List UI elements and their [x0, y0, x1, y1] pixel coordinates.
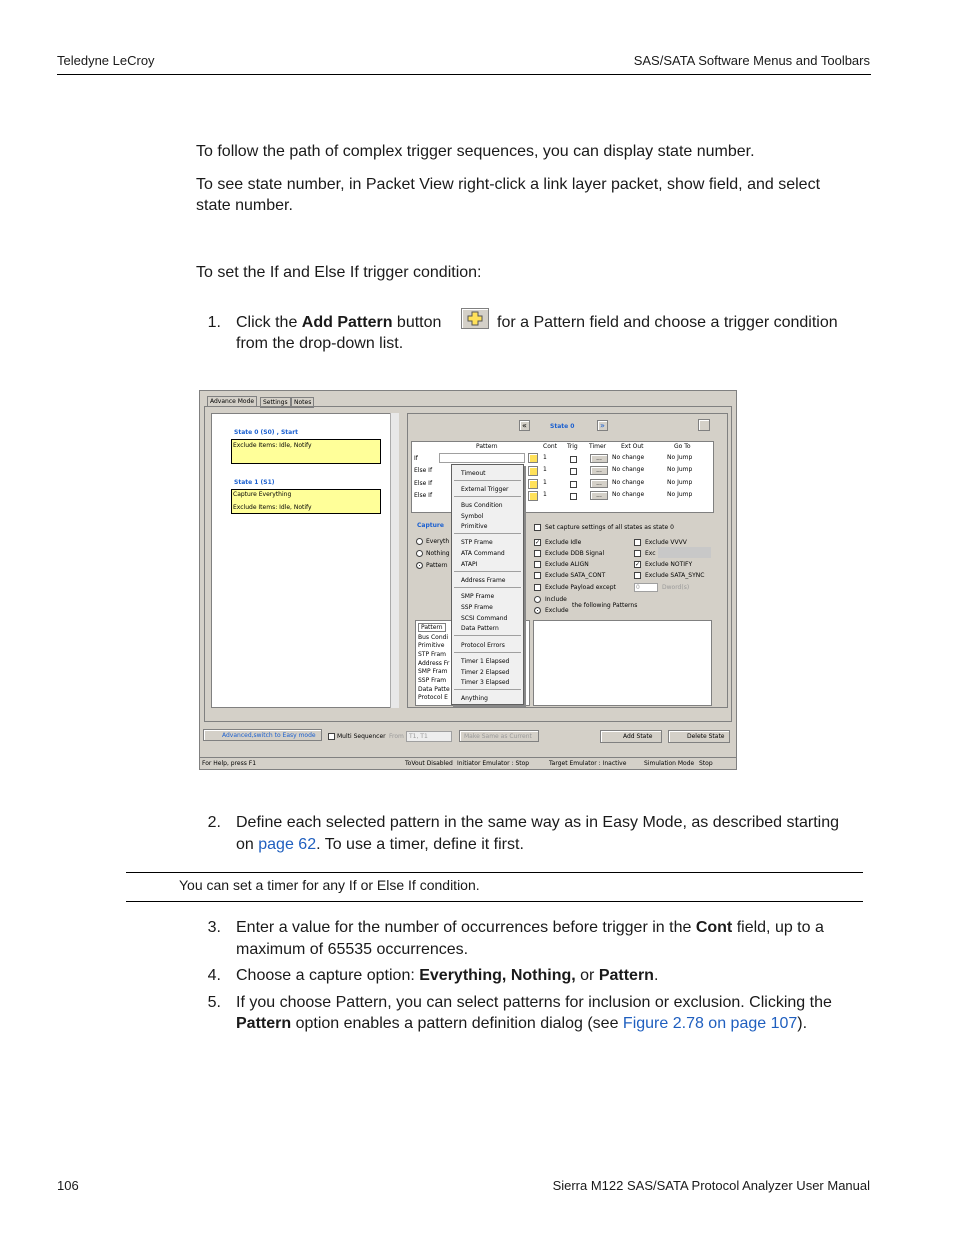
add-pattern-icon[interactable]	[528, 453, 538, 463]
menu-shadow	[658, 547, 711, 558]
menu-item-atapi[interactable]: ATAPI	[461, 561, 478, 568]
menu-separator	[454, 652, 521, 653]
ext-out-select[interactable]: No change	[612, 454, 645, 461]
menu-item-stp-frame[interactable]: STP Frame	[461, 539, 493, 546]
tab-notes[interactable]: Notes	[291, 397, 314, 408]
copy-icon[interactable]	[698, 419, 710, 431]
trig-checkbox[interactable]	[570, 493, 577, 500]
col-trig: Trig	[567, 443, 578, 450]
menu-item-timer-2-elapsed[interactable]: Timer 2 Elapsed	[461, 669, 510, 676]
state-1-line-1: Capture Everything	[233, 491, 292, 498]
switch-easy-mode-button[interactable]: Advanced,switch to Easy mode	[203, 729, 322, 741]
capture-nothing-radio[interactable]	[416, 550, 423, 557]
step-number: 2.	[207, 814, 221, 831]
menu-item-scsi-command[interactable]: SCSI Command	[461, 615, 508, 622]
step-2-line-2	[236, 834, 524, 855]
timer-button[interactable]: ...	[590, 454, 608, 463]
menu-item-bus-condition[interactable]: Bus Condition	[461, 502, 503, 509]
prev-state-button[interactable]: «	[519, 420, 530, 431]
pattern-list-item[interactable]: Protocol E	[418, 694, 448, 701]
menu-item-primitive[interactable]: Primitive	[461, 523, 488, 530]
menu-item-ssp-frame[interactable]: SSP Frame	[461, 604, 493, 611]
following-patterns-label: the following Patterns	[572, 602, 638, 609]
step-5-line-2	[236, 1013, 807, 1034]
go-to-select[interactable]: No Jump	[667, 454, 693, 461]
step-text: field, up to a	[732, 919, 824, 936]
state-0-title: State 0 (S0) , Start	[234, 429, 299, 436]
exclude-label: Exclude NOTIFY	[645, 561, 693, 568]
pattern-dropdown-menu	[451, 464, 524, 705]
row-label: Else If	[414, 467, 433, 474]
menu-item-symbol[interactable]: Symbol	[461, 513, 484, 520]
exclude-label: Exclude ALIGN	[545, 561, 589, 568]
pattern-list-item[interactable]: SSP Fram	[418, 677, 447, 684]
state-1-title: State 1 (S1)	[234, 479, 275, 486]
delete-state-button[interactable]: Delete State	[668, 730, 730, 743]
include-label: Include	[545, 596, 567, 603]
payload-unit: Dword(s)	[662, 584, 690, 591]
manual-title: Sierra M122 SAS/SATA Protocol Analyzer User Manual	[552, 1178, 870, 1193]
status-initiator: Initiator Emulator : Stop	[457, 760, 530, 767]
step-text: ).	[797, 1015, 808, 1032]
add-pattern-button-icon	[461, 308, 489, 329]
step-text: Click the	[236, 314, 302, 331]
row-label: If	[414, 455, 418, 462]
menu-separator	[454, 533, 521, 534]
row-label: Else If	[414, 492, 433, 499]
capture-everything-label: Everyth	[426, 538, 450, 545]
exclude-label: Exclude SATA_SYNC	[645, 572, 705, 579]
capture-nothing-label: Nothing	[426, 550, 450, 557]
if-pattern-field[interactable]	[439, 453, 525, 463]
menu-separator	[454, 571, 521, 572]
ext-out-select[interactable]: No change	[612, 466, 645, 473]
exclude-checkbox[interactable]	[534, 584, 541, 591]
step-text: .	[653, 967, 659, 984]
menu-separator	[454, 587, 521, 588]
pattern-list-item[interactable]: Address Fr	[418, 660, 450, 667]
from-label: From	[389, 733, 404, 740]
menu-item-external-trigger[interactable]: External Trigger	[461, 486, 509, 493]
add-pattern-term: Add Pattern	[301, 314, 393, 331]
menu-item-anything[interactable]: Anything	[461, 695, 488, 702]
menu-separator	[454, 689, 521, 690]
step-5-line-1: If you choose Pattern, you can select patterns for inclusion or exclusion. Clicking the	[236, 994, 832, 1011]
capture-options-term: Everything, Nothing,	[419, 967, 576, 984]
menu-item-ata-command[interactable]: ATA Command	[461, 550, 505, 557]
exclude-radio-label: Exclude	[545, 607, 569, 614]
pattern-list-item[interactable]: Bus Condi	[418, 634, 449, 641]
menu-item-protocol-errors[interactable]: Protocol Errors	[461, 642, 505, 649]
intro-paragraph-1: To follow the path of complex trigger sequences, you can display state number.	[196, 143, 755, 160]
exclude-label: Exclude VVVV	[645, 539, 687, 546]
go-to-select[interactable]: No Jump	[667, 466, 693, 473]
set-capture-checkbox[interactable]	[534, 524, 541, 531]
exclude-label: Exclude Payload except	[545, 584, 616, 591]
col-ext-out: Ext Out	[621, 443, 644, 450]
cont-value[interactable]: 1	[543, 479, 547, 486]
exclude-checkbox[interactable]: ✓	[635, 561, 641, 568]
pattern-list-item[interactable]: Data Patte	[418, 686, 450, 693]
header-right: SAS/SATA Software Menus and Toolbars	[633, 53, 870, 68]
status-simulation: Simulation Mode	[644, 760, 695, 767]
menu-item-smp-frame[interactable]: SMP Frame	[461, 593, 495, 600]
add-pattern-icon[interactable]	[528, 479, 538, 489]
state-0-line: Exclude Items: Idle, Notify	[233, 442, 312, 449]
step-text: button	[392, 314, 442, 331]
page-62-link[interactable]: page 62	[258, 836, 317, 853]
exclude-checkbox[interactable]	[534, 561, 541, 568]
step-text: . To use a timer, define it first.	[316, 836, 524, 853]
menu-item-timer-1-elapsed[interactable]: Timer 1 Elapsed	[461, 658, 510, 665]
add-pattern-icon[interactable]	[528, 491, 538, 501]
capture-everything-radio[interactable]	[416, 538, 423, 545]
cont-value[interactable]: 1	[543, 454, 547, 461]
timer-button[interactable]: ...	[590, 491, 608, 500]
state-label: State 0	[550, 423, 575, 430]
from-select[interactable]: T1, T1	[406, 731, 452, 742]
col-go-to: Go To	[674, 443, 691, 450]
step-number: 5.	[207, 994, 221, 1011]
exclude-label: Exclude SATA_CONT	[545, 572, 606, 579]
menu-item-timer-3-elapsed[interactable]: Timer 3 Elapsed	[461, 679, 510, 686]
menu-item-address-frame[interactable]: Address Frame	[461, 577, 506, 584]
step-text: Enter a value for the number of occurrences before trigger in the	[236, 919, 696, 936]
ext-out-select[interactable]: No change	[612, 491, 645, 498]
exclude-label: Exclude DDB Signal	[545, 550, 605, 557]
figure-link[interactable]: Figure 2.78 on page 107	[622, 1015, 798, 1032]
col-timer: Timer	[589, 443, 607, 450]
exclude-radio[interactable]	[534, 607, 541, 614]
note-rule-bottom	[126, 901, 863, 902]
pattern-selection-list[interactable]	[533, 620, 712, 706]
multi-sequencer-checkbox[interactable]	[328, 733, 335, 740]
make-same-button[interactable]: Make Same as Current	[459, 730, 539, 742]
step-text: or	[575, 967, 599, 984]
add-pattern-icon[interactable]	[528, 466, 538, 476]
state-1-line-2: Exclude Items: Idle, Notify	[233, 504, 312, 511]
intro-paragraph-3: To set the If and Else If trigger condition:	[196, 264, 482, 281]
step-1-line-2: from the drop-down list.	[236, 335, 404, 352]
tab-settings[interactable]: Settings	[260, 397, 291, 408]
status-stop: Stop	[699, 760, 713, 767]
cont-value[interactable]: 1	[543, 491, 547, 498]
step-number: 1.	[207, 314, 221, 331]
status-help: For Help, press F1	[202, 760, 257, 767]
state-list-scrollbar[interactable]	[390, 413, 399, 708]
intro-paragraph-2-line-1: To see state number, in Packet View right-click a link layer packet, show field, and select	[196, 176, 821, 193]
intro-paragraph-2-line-2: state number.	[196, 197, 293, 214]
trig-checkbox[interactable]	[570, 456, 577, 463]
pattern-list-header: Pattern	[418, 623, 446, 632]
capture-label: Capture	[417, 522, 444, 529]
status-target: Target Emulator : Inactive	[549, 760, 627, 767]
pattern-term: Pattern	[598, 967, 654, 984]
step-3-line-1	[236, 917, 824, 938]
row-label: Else If	[414, 480, 433, 487]
col-pattern: Pattern	[476, 443, 498, 450]
set-capture-label: Set capture settings of all states as state 0	[545, 524, 674, 531]
exclude-checkbox[interactable]	[634, 572, 641, 579]
trig-checkbox[interactable]	[570, 468, 577, 475]
step-2-line-1: Define each selected pattern in the same way as in Easy Mode, as described starting	[236, 814, 839, 831]
step-number: 3.	[207, 919, 221, 936]
ext-out-select[interactable]: No change	[612, 479, 645, 486]
go-to-select[interactable]: No Jump	[667, 479, 693, 486]
capture-pattern-label: Pattern	[426, 562, 448, 569]
note-text: You can set a timer for any If or Else If condition.	[179, 877, 480, 893]
step-1-text-cont: for a Pattern field and choose a trigger condition	[497, 314, 838, 331]
menu-separator	[454, 635, 521, 636]
menu-separator	[454, 496, 521, 497]
tab-advance-mode[interactable]: Advance Mode	[207, 396, 257, 406]
pattern-list-item[interactable]: Primitive	[418, 642, 445, 649]
next-state-button[interactable]: »	[597, 420, 608, 431]
note-rule-top	[126, 872, 863, 873]
exclude-label: Exclude Idle	[545, 539, 582, 546]
pattern-list-item[interactable]: SMP Fram	[418, 668, 448, 675]
header-left: Teledyne LeCroy	[57, 53, 155, 68]
header-rule	[57, 74, 871, 75]
step-3-line-2: maximum of 65535 occurrences.	[236, 941, 469, 958]
col-cont: Cont	[543, 443, 558, 450]
add-state-button[interactable]: Add State	[600, 730, 662, 743]
status-tovout: ToVout Disabled	[405, 760, 453, 767]
step-number: 4.	[207, 967, 221, 984]
menu-item-timeout[interactable]: Timeout	[461, 470, 486, 477]
menu-item-data-pattern[interactable]: Data Pattern	[461, 625, 499, 632]
step-text: Choose a capture option:	[236, 967, 420, 984]
page-number: 106	[57, 1178, 79, 1193]
advance-mode-screenshot	[199, 390, 737, 770]
step-4-text	[236, 965, 658, 986]
exclude-checkbox[interactable]	[634, 550, 641, 557]
step-1-text	[236, 312, 441, 333]
include-radio[interactable]	[534, 596, 541, 603]
menu-separator	[454, 480, 521, 481]
multi-sequencer-label: Multi Sequencer	[337, 733, 386, 740]
exclude-checkbox[interactable]	[634, 539, 641, 546]
exclude-label: Exc	[645, 550, 656, 557]
timer-button[interactable]: ...	[590, 479, 608, 488]
exclude-checkbox[interactable]	[534, 572, 541, 579]
exclude-checkbox[interactable]	[534, 550, 541, 557]
exclude-checkbox[interactable]: ✓	[535, 539, 541, 546]
step-text: on	[236, 836, 259, 853]
pattern-term: Pattern	[236, 1015, 292, 1032]
trig-checkbox[interactable]	[570, 481, 577, 488]
step-text: option enables a pattern definition dialog (see	[291, 1015, 623, 1032]
cont-value[interactable]: 1	[543, 466, 547, 473]
cont-term: Cont	[695, 919, 733, 936]
go-to-select[interactable]: No Jump	[667, 491, 693, 498]
capture-pattern-radio[interactable]	[416, 562, 423, 569]
timer-button[interactable]: ...	[590, 466, 608, 475]
payload-value: 0	[636, 584, 640, 591]
pattern-list-item[interactable]: STP Fram	[418, 651, 447, 658]
